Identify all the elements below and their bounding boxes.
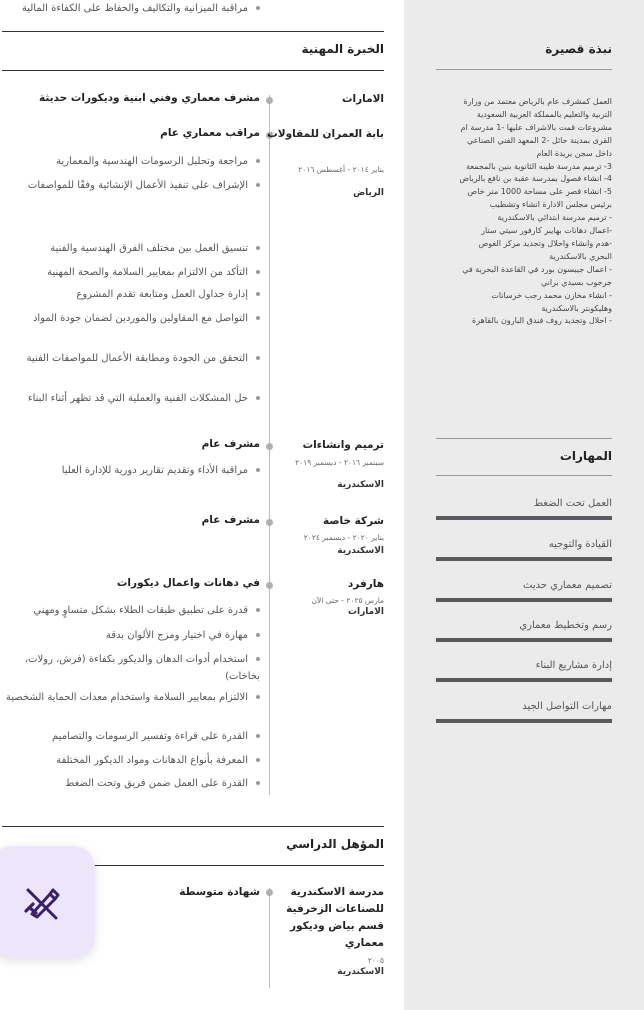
job-title: مشرف عام [201, 514, 260, 526]
bio-divider [436, 69, 612, 70]
bio-line: 4- انشاء فصول بمدرسة عقبة بن نافع بالرياض [459, 174, 612, 184]
bio-line: - ترميم مدرسة ابتدائي بالاسكندرية [497, 213, 612, 223]
job-location: الاسكندرية [337, 480, 384, 490]
bullet-text: القدرة على العمل ضمن فريق وتحت الضغط [65, 778, 248, 789]
job-company: الامارات [341, 93, 384, 105]
job-bullet [2, 651, 260, 685]
education-top-rule [2, 826, 384, 827]
skill-label: تصميم معماري حديث [523, 580, 612, 591]
bullet-text: استخدام أدوات الدهان والديكور بكفاءة (فرش، رولات، بخاخات) [24, 654, 260, 682]
floating-edit-button[interactable] [0, 846, 95, 958]
bullet-text: مراقبة الأداء وتقديم تقارير دورية للإدارة العليا [61, 465, 248, 476]
bullet-dot [256, 695, 260, 699]
job-bullet [2, 240, 260, 257]
bio-line: وهليكوبتر بالاسكندرية [541, 303, 612, 313]
job-company: بابة العمران للمقاولات [267, 128, 384, 140]
job-bullet [2, 264, 260, 281]
job-bullet [2, 752, 260, 769]
bio-line: -اعمال دهانات بهايبر كارفور سيتي ستار [481, 226, 612, 236]
bullet-text: مراقبة الميزانية والتكاليف والحفاظ على الكفاءة المالية [21, 3, 248, 14]
job-bullet [2, 350, 260, 367]
skills-title-divider [436, 475, 612, 476]
bullet-dot [256, 356, 260, 360]
skill-bar [436, 678, 612, 682]
skill-label: مهارات التواصل الجيد [522, 701, 612, 712]
education-location: الاسكندرية [337, 967, 384, 977]
skill-bar [436, 557, 612, 561]
bullet-dot [256, 246, 260, 250]
skill-label: إدارة مشاريع البناء [535, 660, 612, 671]
bio-line: 3- ترميم مدرسة طيبه الثانوية بنين بالمجمعة [466, 161, 612, 171]
bullet-dot [256, 270, 260, 274]
bio-line: - اعمال جيبسون بورد في القاعدة البحرية في [462, 264, 612, 274]
job-bullet [2, 627, 260, 644]
job-bullet [2, 602, 260, 619]
job-bullet [2, 775, 260, 792]
job-bullet [2, 0, 260, 17]
bio-title: نبذة قصيرة [545, 42, 612, 56]
bullet-dot [256, 159, 260, 163]
education-title: المؤهل الدراسي [286, 837, 384, 851]
bullet-text: إدارة جداول العمل ومتابعة تقدم المشروع [76, 289, 248, 300]
bullet-text: قدرة على تطبيق طبقات الطلاء بشكل متساوٍ ومهني [33, 605, 248, 616]
job-title: مراقب معماري عام [160, 127, 260, 139]
education-school: مدرسة الاسكندرية للصناعات الزخرفية قسم بياض وديكور معماري [286, 886, 384, 949]
bio-line: التربية والتعليم بالمملكة العربية السعودية [476, 109, 612, 119]
job-bullet [2, 286, 260, 303]
education-certificate: شهادة متوسطة [179, 886, 260, 898]
skill-bar [436, 598, 612, 602]
job-bullet [2, 728, 260, 745]
job-dates: سبتمبر ٢٠١٦ - ديسمبر ٢٠١٩ [295, 458, 384, 467]
bullet-dot [256, 657, 260, 661]
bullet-dot [256, 6, 260, 10]
bio-line: - احلال وتجديد روف فندق البارون بالقاهرة [472, 316, 612, 326]
bullet-text: التأكد من الالتزام بمعايير السلامة والصحة المهنية [47, 267, 248, 278]
job-title: مشرف معماري وفني ابنية وديكورات حديثة [38, 92, 260, 104]
bullet-text: الالتزام بمعايير السلامة واستخدام معدات الحماية الشخصية [5, 692, 248, 703]
job-bullet [2, 153, 260, 170]
bio-line: برئيس مجلس الادارة انشاء وتشطيب [489, 200, 612, 210]
job-bullet [2, 462, 260, 479]
bullet-dot [256, 468, 260, 472]
job-location: الرياض [353, 188, 384, 198]
job-location: الامارات [347, 607, 384, 617]
bio-text [440, 96, 612, 328]
bullet-text: مهارة في اختيار ومزج الألوان بدقة [105, 630, 248, 641]
bullet-text: القدرة على قراءة وتفسير الرسومات والتصاميم [52, 731, 248, 742]
bio-line: جرجوب بسيدي براني [540, 277, 612, 287]
skill-bar [436, 516, 612, 520]
bullet-dot [256, 183, 260, 187]
bio-line: العمل كمشرف عام بالرياض معتمد من وزارة [463, 97, 612, 106]
skill-bar [436, 638, 612, 642]
job-dates: يناير ٢٠١٤ - أغسطس ٢٠١٦ [298, 165, 384, 174]
bullet-text: التواصل مع المقاولين والموردين لضمان جودة المواد [32, 313, 248, 324]
bullet-text: حل المشكلات الفنية والعملية التي قد تظهر أثناء البناء [27, 393, 248, 404]
skills-title: المهارات [559, 449, 612, 463]
job-title: مشرف عام [201, 438, 260, 450]
bullet-dot [256, 758, 260, 762]
skill-bar [436, 719, 612, 723]
job-company: شركة خاصة [322, 515, 384, 527]
skills-divider [436, 438, 612, 439]
bullet-dot [256, 781, 260, 785]
job-location: الاسكندرية [337, 546, 384, 556]
experience-title-rule [2, 70, 384, 71]
job-dates: يناير ٢٠٢٠ - ديسمبر ٢٠٢٤ [303, 533, 384, 542]
skill-label: رسم وتخطيط معماري [519, 620, 612, 631]
job-company: ترميم وانشاءات [302, 439, 384, 451]
bio-line: -هدم وانشاء واحلال وتجديد مركز الغوص [478, 238, 612, 248]
bullet-dot [256, 608, 260, 612]
bullet-dot [256, 396, 260, 400]
bio-line: 5- انشاء قصر على مساحة 1000 متر خاص [467, 187, 612, 197]
bullet-dot [256, 316, 260, 320]
bullet-dot [256, 633, 260, 637]
job-company: هارفرد [347, 578, 384, 590]
bullet-text: التحقق من الجودة ومطابقة الأعمال للمواصفات الفنية [26, 353, 248, 364]
bullet-text: مراجعة وتحليل الرسومات الهندسية والمعمارية [56, 156, 248, 167]
pen-slash-icon [20, 880, 64, 924]
bullet-text: المعرفة بأنواع الدهانات ومواد الديكور المختلفة [56, 755, 248, 766]
bullet-text: الإشراف على تنفيذ الأعمال الإنشائية وفقًا للمواصفات [27, 180, 248, 191]
bio-line: - انشاء مخازن محمد رجب خرسانات [491, 290, 612, 300]
job-dates: مارس ٢٠٢٥ - حتى الآن [311, 596, 384, 605]
skill-label: العمل تحت الضغط [533, 498, 612, 509]
job-bullet [2, 390, 260, 407]
job-bullet [2, 689, 260, 706]
job-bullet [2, 310, 260, 327]
job-bullet [2, 177, 260, 194]
experience-top-rule [2, 31, 384, 32]
job-title: في دهانات واعمال ديكورات [116, 577, 260, 589]
bio-line: القرى بمدينة حائل -2 المعهد الفني الصناعي [467, 135, 612, 145]
bullet-text: تنسيق العمل بين مختلف الفرق الهندسية والفنية [50, 243, 248, 254]
skill-label: القيادة والتوجيه [548, 539, 612, 550]
bio-line: البحري بالاسكندرية [549, 251, 612, 261]
bullet-dot [256, 292, 260, 296]
bio-line: داخل سجن بريدة العام [536, 148, 612, 158]
bio-line: مشروعات قمت بالاشراف عليها -1 مدرسة ام [460, 122, 612, 132]
bullet-dot [256, 734, 260, 738]
experience-title: الخبرة المهنية [301, 42, 384, 56]
education-year: ٢٠٠٥ [367, 956, 384, 965]
